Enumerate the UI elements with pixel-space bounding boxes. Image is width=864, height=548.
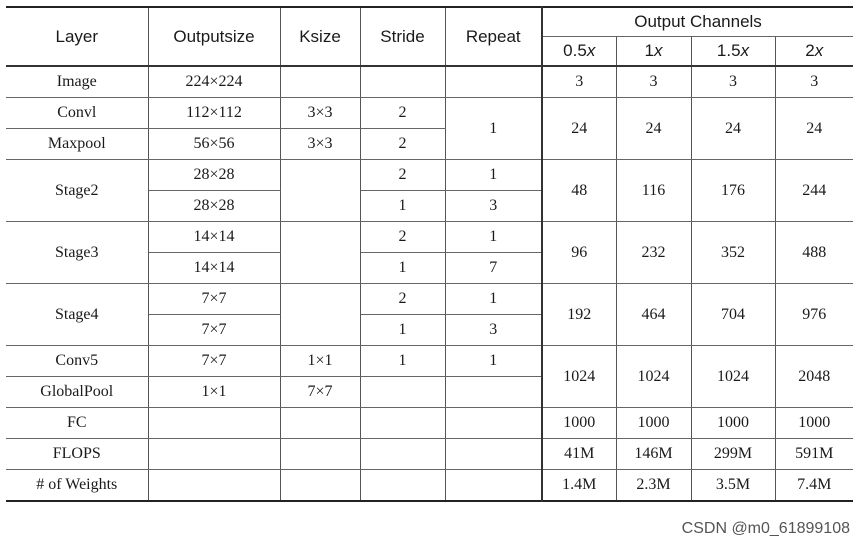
cell-stride [360,470,445,502]
cell-ch-0-5x: 3 [542,66,616,98]
cell-stride: 2 [360,160,445,191]
shufflenet-architecture-table-container [6,6,853,502]
cell-ch-0-5x: 24 [542,98,616,160]
cell-ch-1-5x: 3.5M [691,470,775,502]
cell-outputsize: 112×112 [148,98,280,129]
cell-ch-0-5x: 1000 [542,408,616,439]
header-ksize: Ksize [280,7,360,66]
cell-stride [360,408,445,439]
cell-ch-0-5x: 41M [542,439,616,470]
cell-ch-1x: 1000 [616,408,691,439]
cell-stride [360,439,445,470]
cell-ch-1-5x: 299M [691,439,775,470]
table-row-fc [6,408,853,439]
cell-ch-1-5x: 352 [691,222,775,284]
cell-stride: 2 [360,129,445,160]
cell-ksize [280,408,360,439]
header-output-channels: Output Channels [542,7,853,37]
cell-ksize [280,439,360,470]
cell-ch-1x: 464 [616,284,691,346]
cell-ch-2x: 7.4M [775,470,853,502]
cell-ch-1x: 116 [616,160,691,222]
header-ch-1x: 1x [616,37,691,67]
cell-outputsize: 1×1 [148,377,280,408]
cell-outputsize [148,408,280,439]
table-row-weights [6,470,853,502]
cell-repeat: 1 [445,98,542,160]
cell-ch-2x: 488 [775,222,853,284]
cell-layer: FC [6,408,148,439]
cell-ksize [280,470,360,502]
cell-ch-1x: 2.3M [616,470,691,502]
cell-layer: Stage2 [6,160,148,222]
cell-repeat [445,377,542,408]
cell-ch-2x: 591M [775,439,853,470]
cell-outputsize [148,439,280,470]
cell-stride: 1 [360,253,445,284]
cell-ch-2x: 24 [775,98,853,160]
cell-ch-1-5x: 1024 [691,346,775,408]
cell-outputsize: 28×28 [148,191,280,222]
cell-ksize [280,160,360,222]
cell-repeat: 3 [445,315,542,346]
cell-ch-1-5x: 3 [691,66,775,98]
cell-repeat: 1 [445,284,542,315]
cell-ch-0-5x: 1024 [542,346,616,408]
cell-stride: 2 [360,98,445,129]
cell-ch-1-5x: 704 [691,284,775,346]
table-row-stage3-a [6,222,853,253]
cell-layer: Stage3 [6,222,148,284]
cell-repeat: 1 [445,160,542,191]
cell-outputsize [148,470,280,502]
cell-repeat: 7 [445,253,542,284]
cell-ch-0-5x: 96 [542,222,616,284]
table-row-conv5 [6,346,853,377]
table-row-conv1 [6,98,853,129]
cell-outputsize: 224×224 [148,66,280,98]
header-outputsize: Outputsize [148,7,280,66]
cell-repeat: 1 [445,222,542,253]
header-layer: Layer [6,7,148,66]
cell-ksize [280,284,360,346]
cell-ch-0-5x: 48 [542,160,616,222]
header-ch-1-5x: 1.5x [691,37,775,67]
cell-ch-2x: 244 [775,160,853,222]
header-stride: Stride [360,7,445,66]
table-row-stage2-a [6,160,853,191]
cell-repeat [445,470,542,502]
cell-stride: 1 [360,346,445,377]
cell-repeat [445,439,542,470]
cell-layer: GlobalPool [6,377,148,408]
watermark-text: CSDN @m0_61899108 [681,520,850,537]
cell-ch-2x: 1000 [775,408,853,439]
table-row-image [6,66,853,98]
cell-stride: 1 [360,315,445,346]
cell-layer: Conv5 [6,346,148,377]
header-ch-0-5x: 0.5x [542,37,616,67]
cell-stride: 2 [360,284,445,315]
cell-outputsize: 7×7 [148,284,280,315]
cell-ch-1-5x: 1000 [691,408,775,439]
architecture-table [6,6,853,502]
cell-ch-1x: 232 [616,222,691,284]
cell-layer: # of Weights [6,470,148,502]
cell-outputsize: 14×14 [148,222,280,253]
cell-stride: 2 [360,222,445,253]
cell-ch-1x: 24 [616,98,691,160]
cell-layer: Maxpool [6,129,148,160]
cell-stride [360,66,445,98]
cell-ch-1x: 3 [616,66,691,98]
cell-layer: Image [6,66,148,98]
cell-layer: Stage4 [6,284,148,346]
cell-outputsize: 56×56 [148,129,280,160]
cell-repeat [445,66,542,98]
cell-outputsize: 7×7 [148,346,280,377]
header-ch-2x: 2x [775,37,853,67]
cell-ksize [280,222,360,284]
cell-layer: Convl [6,98,148,129]
header-row-1 [6,7,853,37]
cell-ksize: 3×3 [280,129,360,160]
cell-outputsize: 7×7 [148,315,280,346]
cell-ch-2x: 976 [775,284,853,346]
table-row-stage4-a [6,284,853,315]
cell-ch-2x: 3 [775,66,853,98]
table-row-flops [6,439,853,470]
cell-stride [360,377,445,408]
cell-ch-2x: 2048 [775,346,853,408]
cell-repeat: 3 [445,191,542,222]
cell-repeat: 1 [445,346,542,377]
cell-ch-0-5x: 192 [542,284,616,346]
cell-ksize: 1×1 [280,346,360,377]
cell-ksize: 3×3 [280,98,360,129]
cell-ksize: 7×7 [280,377,360,408]
cell-ch-1x: 146M [616,439,691,470]
cell-layer: FLOPS [6,439,148,470]
cell-ch-1-5x: 176 [691,160,775,222]
cell-ch-1-5x: 24 [691,98,775,160]
cell-ch-0-5x: 1.4M [542,470,616,502]
cell-ksize [280,66,360,98]
cell-stride: 1 [360,191,445,222]
cell-outputsize: 14×14 [148,253,280,284]
header-repeat: Repeat [445,7,542,66]
cell-repeat [445,408,542,439]
cell-outputsize: 28×28 [148,160,280,191]
cell-ch-1x: 1024 [616,346,691,408]
